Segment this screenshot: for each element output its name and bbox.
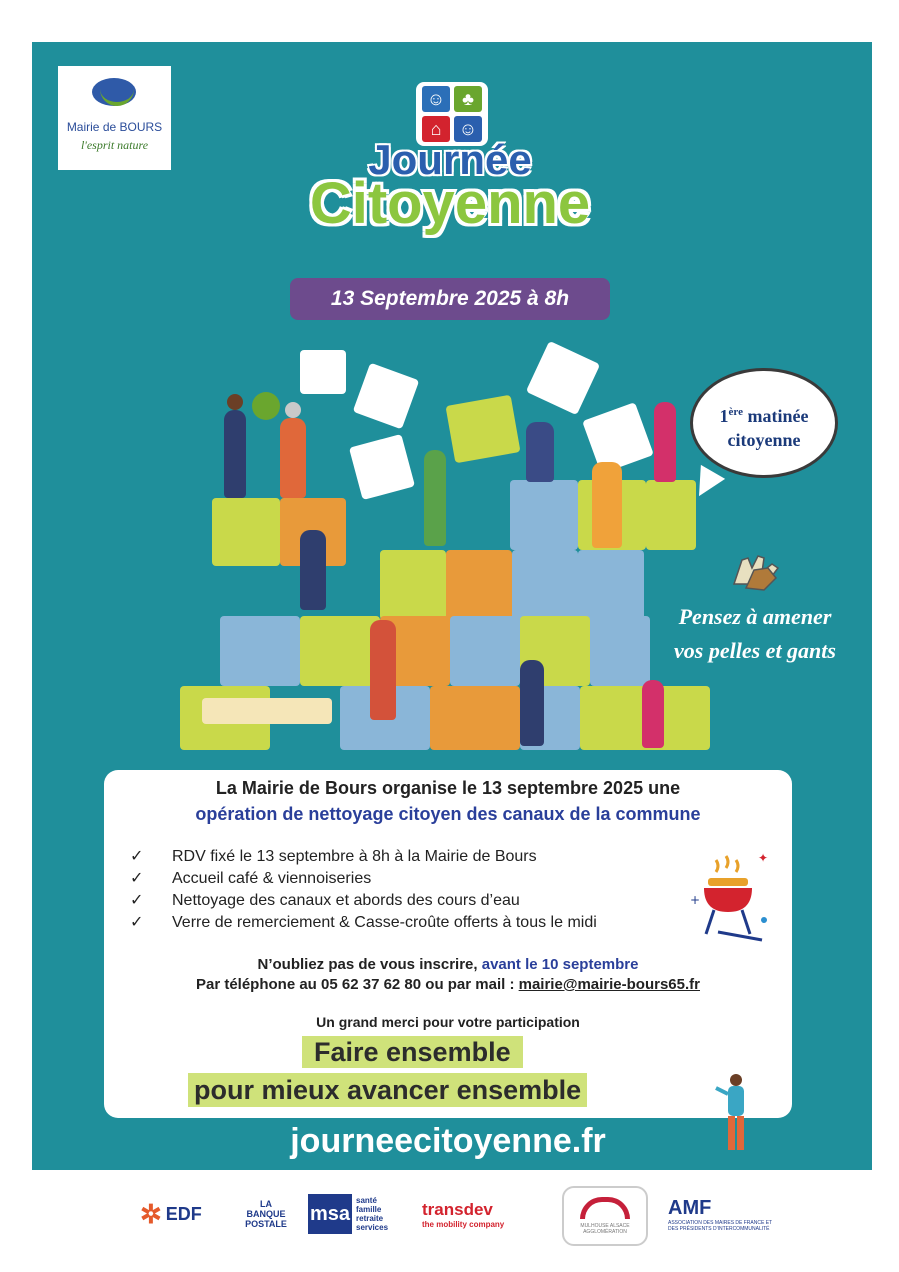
puzzle-piece xyxy=(220,616,300,686)
volunteer-figure xyxy=(520,660,544,746)
info-subheadline: opération de nettoyage citoyen des canaux de la commune xyxy=(195,804,701,824)
volunteer-figure xyxy=(280,418,306,498)
title-line1: Journée xyxy=(368,136,532,183)
email-link[interactable]: mairie@mairie-bours65.fr xyxy=(518,976,700,993)
puzzle-piece xyxy=(300,616,380,686)
puzzle-piece xyxy=(445,395,520,464)
thanks-line: Un grand merci pour votre participation xyxy=(316,1014,580,1030)
program-list xyxy=(130,846,670,934)
citizen-emblem-icon: ☺ ♣ ⌂ ☺ xyxy=(416,82,488,146)
puzzle-piece xyxy=(510,480,578,550)
puzzle-piece xyxy=(450,616,520,686)
volunteer-head xyxy=(285,402,301,418)
reminder-note: Pensez à amener vos pelles et gants xyxy=(674,604,836,663)
amf-logo: AMF ASSOCIATION DES MAIRES DE FRANCE ET DES PRÉSIDENTS D'INTERCOMMUNALITÉ xyxy=(668,1196,772,1232)
logo-tagline: l'esprit nature xyxy=(80,138,149,152)
puzzle-piece xyxy=(380,550,446,620)
puzzle-piece xyxy=(430,686,520,750)
volunteer-figure xyxy=(370,620,396,720)
info-headline: La Mairie de Bours organise le 13 septembre 2025 une xyxy=(215,778,681,798)
puzzle-piece xyxy=(349,434,415,500)
edf-flower-icon: ✲ xyxy=(140,1198,162,1229)
event-date: 13 Septembre 2025 à 8h xyxy=(290,278,610,320)
volunteer-figure xyxy=(642,680,664,748)
contact-line: Par téléphone au 05 62 37 62 80 ou par mail : mairie@mairie-bours65.fr xyxy=(195,976,700,993)
list-item: ✓ Verre de remerciement & Casse-croûte offerts à tous le midi xyxy=(130,912,670,934)
barbecue-icon xyxy=(688,852,768,942)
list-item: ✓ Nettoyage des canaux et abords des cours d’eau xyxy=(130,890,670,912)
tree-icon xyxy=(252,392,280,420)
svg-text:+: + xyxy=(690,893,701,907)
volunteer-figure xyxy=(654,402,676,482)
msa-logo: msa santé famille retraite services xyxy=(309,1196,389,1232)
slogan-line1: Faire ensemble xyxy=(302,1036,523,1068)
mulhouse-agglomeration-logo: MULHOUSE ALSACE AGGLOMÉRATION xyxy=(562,1186,648,1246)
list-item: ✓ Accueil café & viennoiseries xyxy=(130,868,670,890)
la-banque-postale-logo: LA BANQUE POSTALE xyxy=(245,1199,287,1229)
check-icon: ✓ xyxy=(130,870,144,887)
partner-logos xyxy=(140,1186,780,1242)
check-icon: ✓ xyxy=(130,848,144,865)
volunteer-figure xyxy=(224,410,246,498)
speech-bubble-text: 1ère matinée citoyenne xyxy=(719,406,809,450)
puzzle-piece xyxy=(353,363,420,430)
transdev-logo: transdev the mobility company xyxy=(422,1199,505,1229)
puzzle-piece xyxy=(526,341,600,415)
picnic-table xyxy=(202,698,332,724)
puzzle-piece xyxy=(300,350,346,394)
svg-text:✦: ✦ xyxy=(758,852,768,865)
puzzle-illustration xyxy=(180,340,720,750)
volunteer-figure xyxy=(300,530,326,610)
title-line2: Citoyenne xyxy=(309,171,591,236)
check-icon: ✓ xyxy=(130,892,144,909)
volunteer-head xyxy=(227,394,243,410)
list-item: ✓ RDV fixé le 13 septembre à 8h à la Mairie de Bours xyxy=(130,846,670,868)
slogan-line2: pour mieux avancer ensemble xyxy=(188,1073,587,1107)
check-icon: ✓ xyxy=(130,914,144,931)
logo-name: Mairie de BOURS xyxy=(66,120,163,134)
puzzle-piece xyxy=(512,550,578,620)
edf-logo: ✲ EDF xyxy=(140,1198,202,1229)
gloves-icon xyxy=(728,548,784,592)
volunteer-figure xyxy=(592,462,622,548)
puzzle-piece xyxy=(212,498,280,566)
puzzle-piece xyxy=(578,550,644,620)
registration-reminder: N’oubliez pas de vous inscrire, avant le 10 septembre xyxy=(257,956,639,973)
website-link[interactable]: journeecitoyenne.fr xyxy=(290,1122,606,1160)
m-mark-icon xyxy=(580,1197,630,1219)
puzzle-piece xyxy=(446,550,512,620)
volunteer-figure xyxy=(526,422,554,482)
mairie-logo xyxy=(58,66,171,170)
volunteer-figure xyxy=(424,450,446,546)
